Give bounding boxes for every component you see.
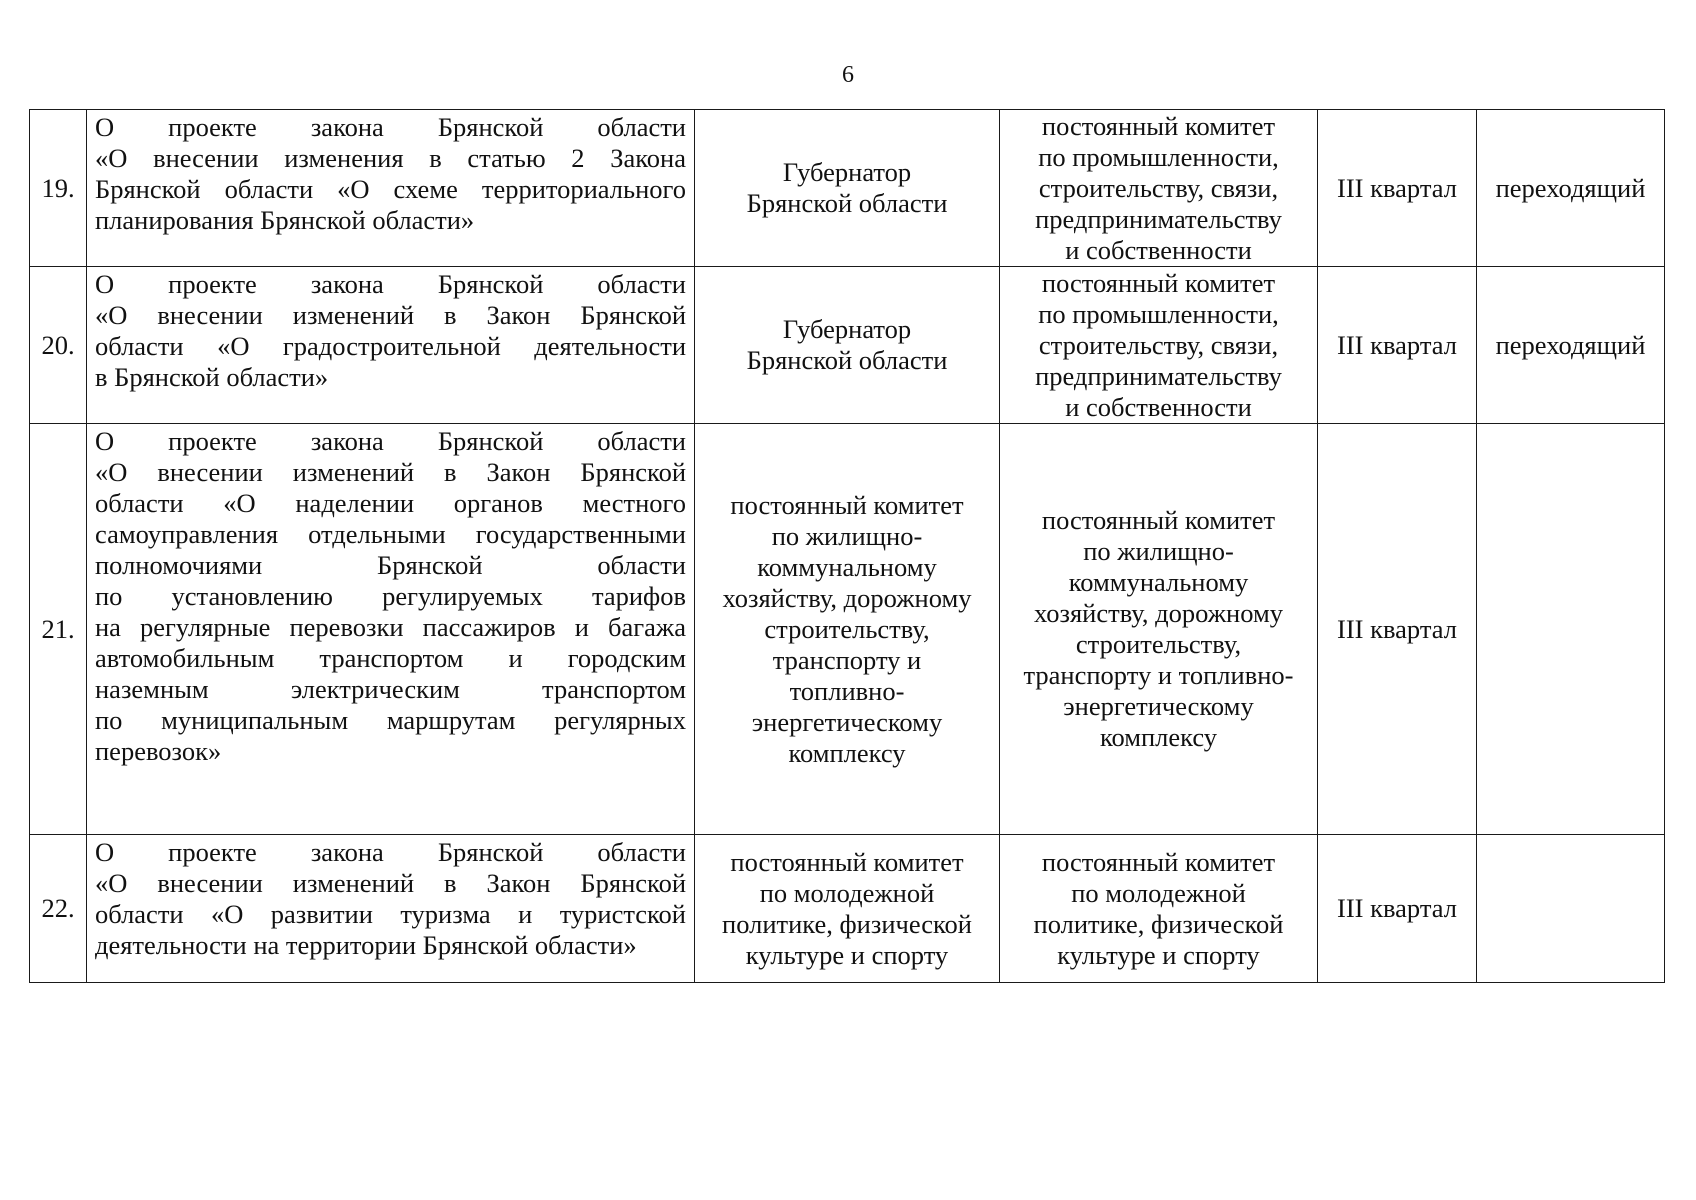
initiator-cell: [695, 110, 1000, 267]
page-number: 6: [842, 62, 854, 88]
initiator-cell: [695, 267, 1000, 424]
status-cell: переходящий: [1477, 267, 1665, 424]
bill-title-line: по установлению регулируемых тарифов: [95, 581, 686, 611]
bill-title: [87, 267, 695, 424]
bill-title-line: О проекте закона Брянской области: [95, 269, 686, 299]
committee-line: предпринимательству: [1035, 203, 1282, 234]
period-cell: III квартал: [1318, 424, 1477, 835]
status-cell: [1477, 424, 1665, 835]
bill-title-line: О проекте закона Брянской области: [95, 837, 686, 867]
initiator-line: Губернатор: [782, 157, 912, 187]
bill-title-line: на регулярные перевозки пассажиров и багажа: [95, 612, 686, 642]
bill-title-line: О проекте закона Брянской области: [95, 112, 686, 142]
status-cell: переходящий: [1477, 110, 1665, 267]
table-row: [30, 835, 1665, 983]
bill-title-line: «О внесении изменений в Закон Брянской: [95, 868, 686, 898]
committee-line: транспорту и топливно-: [1023, 660, 1294, 690]
committee-cell: [1000, 424, 1318, 835]
bill-title-line: самоуправления отдельными государственными: [95, 519, 686, 549]
table-row: [30, 267, 1665, 424]
initiator-line: Брянской области: [746, 345, 948, 375]
initiator-line: постоянный комитет: [730, 846, 964, 877]
initiator-cell: [695, 424, 1000, 835]
committee-line: по промышленности,: [1038, 141, 1279, 172]
bill-title-line: планирования Брянской области»: [95, 205, 475, 235]
initiator-line: по молодежной: [759, 877, 935, 908]
initiator-line: Брянской области: [746, 188, 948, 218]
row-number: 19.: [30, 110, 87, 267]
committee-line: и собственности: [1065, 234, 1252, 265]
legislative-plan-table: [29, 109, 1665, 983]
initiator-line: коммунальному: [757, 551, 937, 582]
committee-line: постоянный комитет: [1041, 267, 1276, 298]
bill-title-line: «О внесении изменения в статью 2 Закона: [95, 143, 686, 173]
bill-title: [87, 835, 695, 983]
bill-title-line: области «О наделении органов местного: [95, 488, 686, 518]
committee-line: строительству,: [1075, 629, 1242, 659]
committee-line: постоянный комитет: [1041, 846, 1276, 877]
committee-line: предпринимательству: [1035, 360, 1282, 391]
initiator-line: комплексу: [788, 737, 906, 768]
initiator-line: постоянный комитет: [730, 489, 964, 520]
row-number: 22.: [30, 835, 87, 983]
committee-line: по жилищно-: [1083, 536, 1234, 566]
bill-title-line: О проекте закона Брянской области: [95, 426, 686, 456]
bill-title-line: по муниципальным маршрутам регулярных: [95, 705, 686, 735]
period-cell: III квартал: [1318, 267, 1477, 424]
committee-line: постоянный комитет: [1041, 505, 1276, 535]
initiator-line: Губернатор: [782, 314, 912, 344]
committee-line: коммунальному: [1068, 567, 1249, 597]
initiator-line: топливно-: [789, 675, 905, 706]
bill-title-line: области «О развитии туризма и туристской: [95, 899, 686, 929]
committee-cell: [1000, 267, 1318, 424]
initiator-line: хозяйству, дорожному: [722, 582, 972, 613]
initiator-line: энергетическому: [751, 706, 943, 737]
bill-title-line: «О внесении изменений в Закон Брянской: [95, 457, 686, 487]
bill-title-line: наземным электрическим транспортом: [95, 674, 686, 704]
bill-title: [87, 110, 695, 267]
initiator-line: транспорту и: [772, 644, 922, 675]
committee-line: по промышленности,: [1038, 298, 1279, 329]
period-cell: III квартал: [1318, 110, 1477, 267]
initiator-line: культуре и спорту: [745, 939, 949, 970]
bill-title: [87, 424, 695, 835]
period-cell: III квартал: [1318, 835, 1477, 983]
committee-line: строительству, связи,: [1038, 329, 1279, 360]
initiator-line: строительству,: [764, 613, 930, 644]
committee-line: постоянный комитет: [1041, 110, 1276, 141]
bill-title-line: «О внесении изменений в Закон Брянской: [95, 300, 686, 330]
table-row: [30, 110, 1665, 267]
initiator-line: по жилищно-: [771, 520, 923, 551]
committee-line: энергетическому: [1063, 691, 1254, 721]
bill-title-line: полномочиями Брянской области: [95, 550, 686, 580]
table-row: [30, 424, 1665, 835]
committee-cell: [1000, 110, 1318, 267]
initiator-line: политике, физической: [722, 908, 972, 939]
row-number: 20.: [30, 267, 87, 424]
committee-line: политике, физической: [1033, 908, 1284, 939]
row-number: 21.: [30, 424, 87, 835]
committee-line: культуре и спорту: [1057, 939, 1260, 970]
bill-title-line: автомобильным транспортом и городским: [95, 643, 686, 673]
status-cell: [1477, 835, 1665, 983]
bill-title-line: перевозок»: [95, 736, 222, 766]
initiator-cell: [695, 835, 1000, 983]
committee-line: и собственности: [1065, 391, 1252, 422]
committee-line: по молодежной: [1071, 877, 1246, 908]
committee-line: комплексу: [1099, 722, 1218, 752]
bill-title-line: деятельности на территории Брянской области»: [95, 930, 637, 960]
committee-line: строительству, связи,: [1038, 172, 1279, 203]
committee-line: хозяйству, дорожному: [1034, 598, 1283, 628]
committee-cell: [1000, 835, 1318, 983]
bill-title-line: области «О градостроительной деятельности: [95, 331, 686, 361]
bill-title-line: в Брянской области»: [95, 362, 329, 392]
bill-title-line: Брянской области «О схеме территориального: [95, 174, 686, 204]
